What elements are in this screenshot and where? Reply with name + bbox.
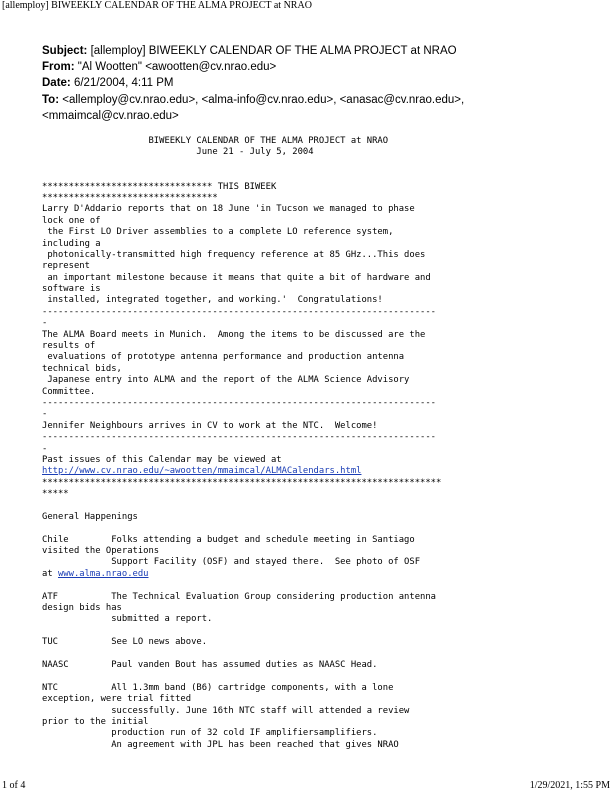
to-label: To: (42, 93, 60, 106)
page-number: 1 of 4 (2, 780, 26, 791)
body-line: ATF The Technical Evaluation Group considering production antenna (42, 591, 437, 602)
body-line: ******************************** THIS BIWEEK (42, 181, 277, 192)
body-line: at www.alma.nrao.edu (42, 568, 149, 579)
from-label: From: (42, 61, 75, 74)
body-line: TUC See LO news above. (42, 637, 208, 648)
body-line: technical bids, (42, 363, 122, 374)
body-line: successfully. June 16th NTC staff will attended a review (42, 705, 410, 716)
body-line: Larry D'Addario reports that on 18 June 'in Tucson we managed to phase (42, 204, 415, 215)
body-line: photonically-transmitted high frequency reference at 85 GHz...This does (42, 249, 426, 260)
body-line: represent (42, 261, 90, 272)
body-line: Jennifer Neighbours arrives in CV to work at the NTC. Welcome! (42, 420, 378, 431)
body-line: evaluations of prototype antenna performance and production antenna (42, 352, 405, 363)
body-line: -------------------------------------------------------------------------- (42, 306, 437, 317)
from-row (42, 59, 482, 75)
subject-row (42, 43, 482, 59)
alma-website-link[interactable]: www.alma.nrao.edu (57, 568, 149, 579)
body-line: General Happenings (42, 511, 138, 522)
email-header (42, 43, 482, 124)
body-line: The ALMA Board meets in Munich. Among the items to be discussed are the (42, 329, 426, 340)
subject-value: [allemploy] BIWEEKLY CALENDAR OF THE ALMA PROJECT at NRAO (90, 45, 457, 57)
body-line: -------------------------------------------------------------------------- (42, 432, 437, 443)
archive-link[interactable]: http://www.cv.nrao.edu/~awootten/mmaimcal/ALMACalendars.html (42, 466, 362, 477)
date-label: Date: (42, 77, 71, 90)
body-line: BIWEEKLY CALENDAR OF THE ALMA PROJECT at NRAO (42, 136, 389, 146)
body-line: results of (42, 341, 96, 352)
to-value-line1: <allemploy@cv.nrao.edu>, <alma-info@cv.nrao.edu>, <anasac@cv.nrao.edu>, (62, 93, 465, 106)
body-line: June 21 - July 5, 2004 (42, 147, 314, 158)
body-line: An agreement with JPL has been reached that gives NRAO (42, 739, 399, 750)
body-line: lock one of (42, 215, 101, 226)
body-line: production run of 32 cold IF amplifiersamplifiers. (42, 728, 378, 739)
body-line: ***** (42, 489, 69, 500)
message-body (42, 136, 462, 751)
body-line: Past issues of this Calendar may be viewed at (42, 454, 282, 465)
body-line: the First LO Driver assemblies to a complete LO reference system, (42, 227, 394, 238)
to-row-continued (42, 108, 482, 124)
body-line: software is (42, 284, 101, 295)
body-line: - (42, 318, 48, 329)
body-line (42, 523, 462, 534)
date-value: 6/21/2004, 4:11 PM (73, 77, 174, 90)
body-line: Support Facility (OSF) and stayed there. See photo of OSF (42, 557, 421, 568)
body-line (42, 649, 462, 660)
print-datetime: 1/29/2021, 1:55 PM (529, 780, 610, 791)
to-row (42, 92, 482, 108)
body-line (42, 170, 462, 181)
body-line: ********************************* (42, 192, 218, 203)
body-line (42, 626, 462, 637)
subject-label: Subject: (42, 45, 88, 57)
body-line (42, 159, 462, 170)
body-line: installed, integrated together, and working.' Congratulations! (42, 295, 383, 306)
body-line (42, 466, 462, 477)
body-line (42, 580, 462, 591)
body-line: -------------------------------------------------------------------------- (42, 397, 437, 408)
body-line: visited the Operations (42, 546, 160, 557)
body-line: prior to the initial (42, 716, 149, 727)
date-row (42, 75, 482, 91)
print-header-title: [allemploy] BIWEEKLY CALENDAR OF THE ALMA PROJECT at NRAO (2, 0, 312, 11)
from-value: "Al Wootten" <awootten@cv.nrao.edu> (77, 61, 277, 74)
body-line: - (42, 443, 48, 454)
body-line: Japanese entry into ALMA and the report of the ALMA Science Advisory (42, 375, 410, 386)
body-line: - (42, 409, 48, 420)
body-line: submitted a report. (42, 614, 213, 625)
body-line: Chile Folks attending a budget and schedule meeting in Santiago (42, 534, 415, 545)
body-line: *************************************************************************** (42, 477, 442, 488)
body-line: including a (42, 238, 101, 249)
to-value-line2: <mmaimcal@cv.nrao.edu> (42, 109, 179, 122)
body-line: NTC All 1.3mm band (B6) cartridge components, with a lone (42, 682, 394, 693)
body-line (42, 671, 462, 682)
body-line: NAASC Paul vanden Bout has assumed duties as NAASC Head. (42, 659, 378, 670)
body-line (42, 501, 462, 512)
body-line: design bids has (42, 603, 122, 614)
body-line: exception, were trial fitted (42, 694, 192, 705)
body-line: Committee. (42, 386, 96, 397)
body-line: an important milestone because it means that quite a bit of hardware and (42, 272, 431, 283)
